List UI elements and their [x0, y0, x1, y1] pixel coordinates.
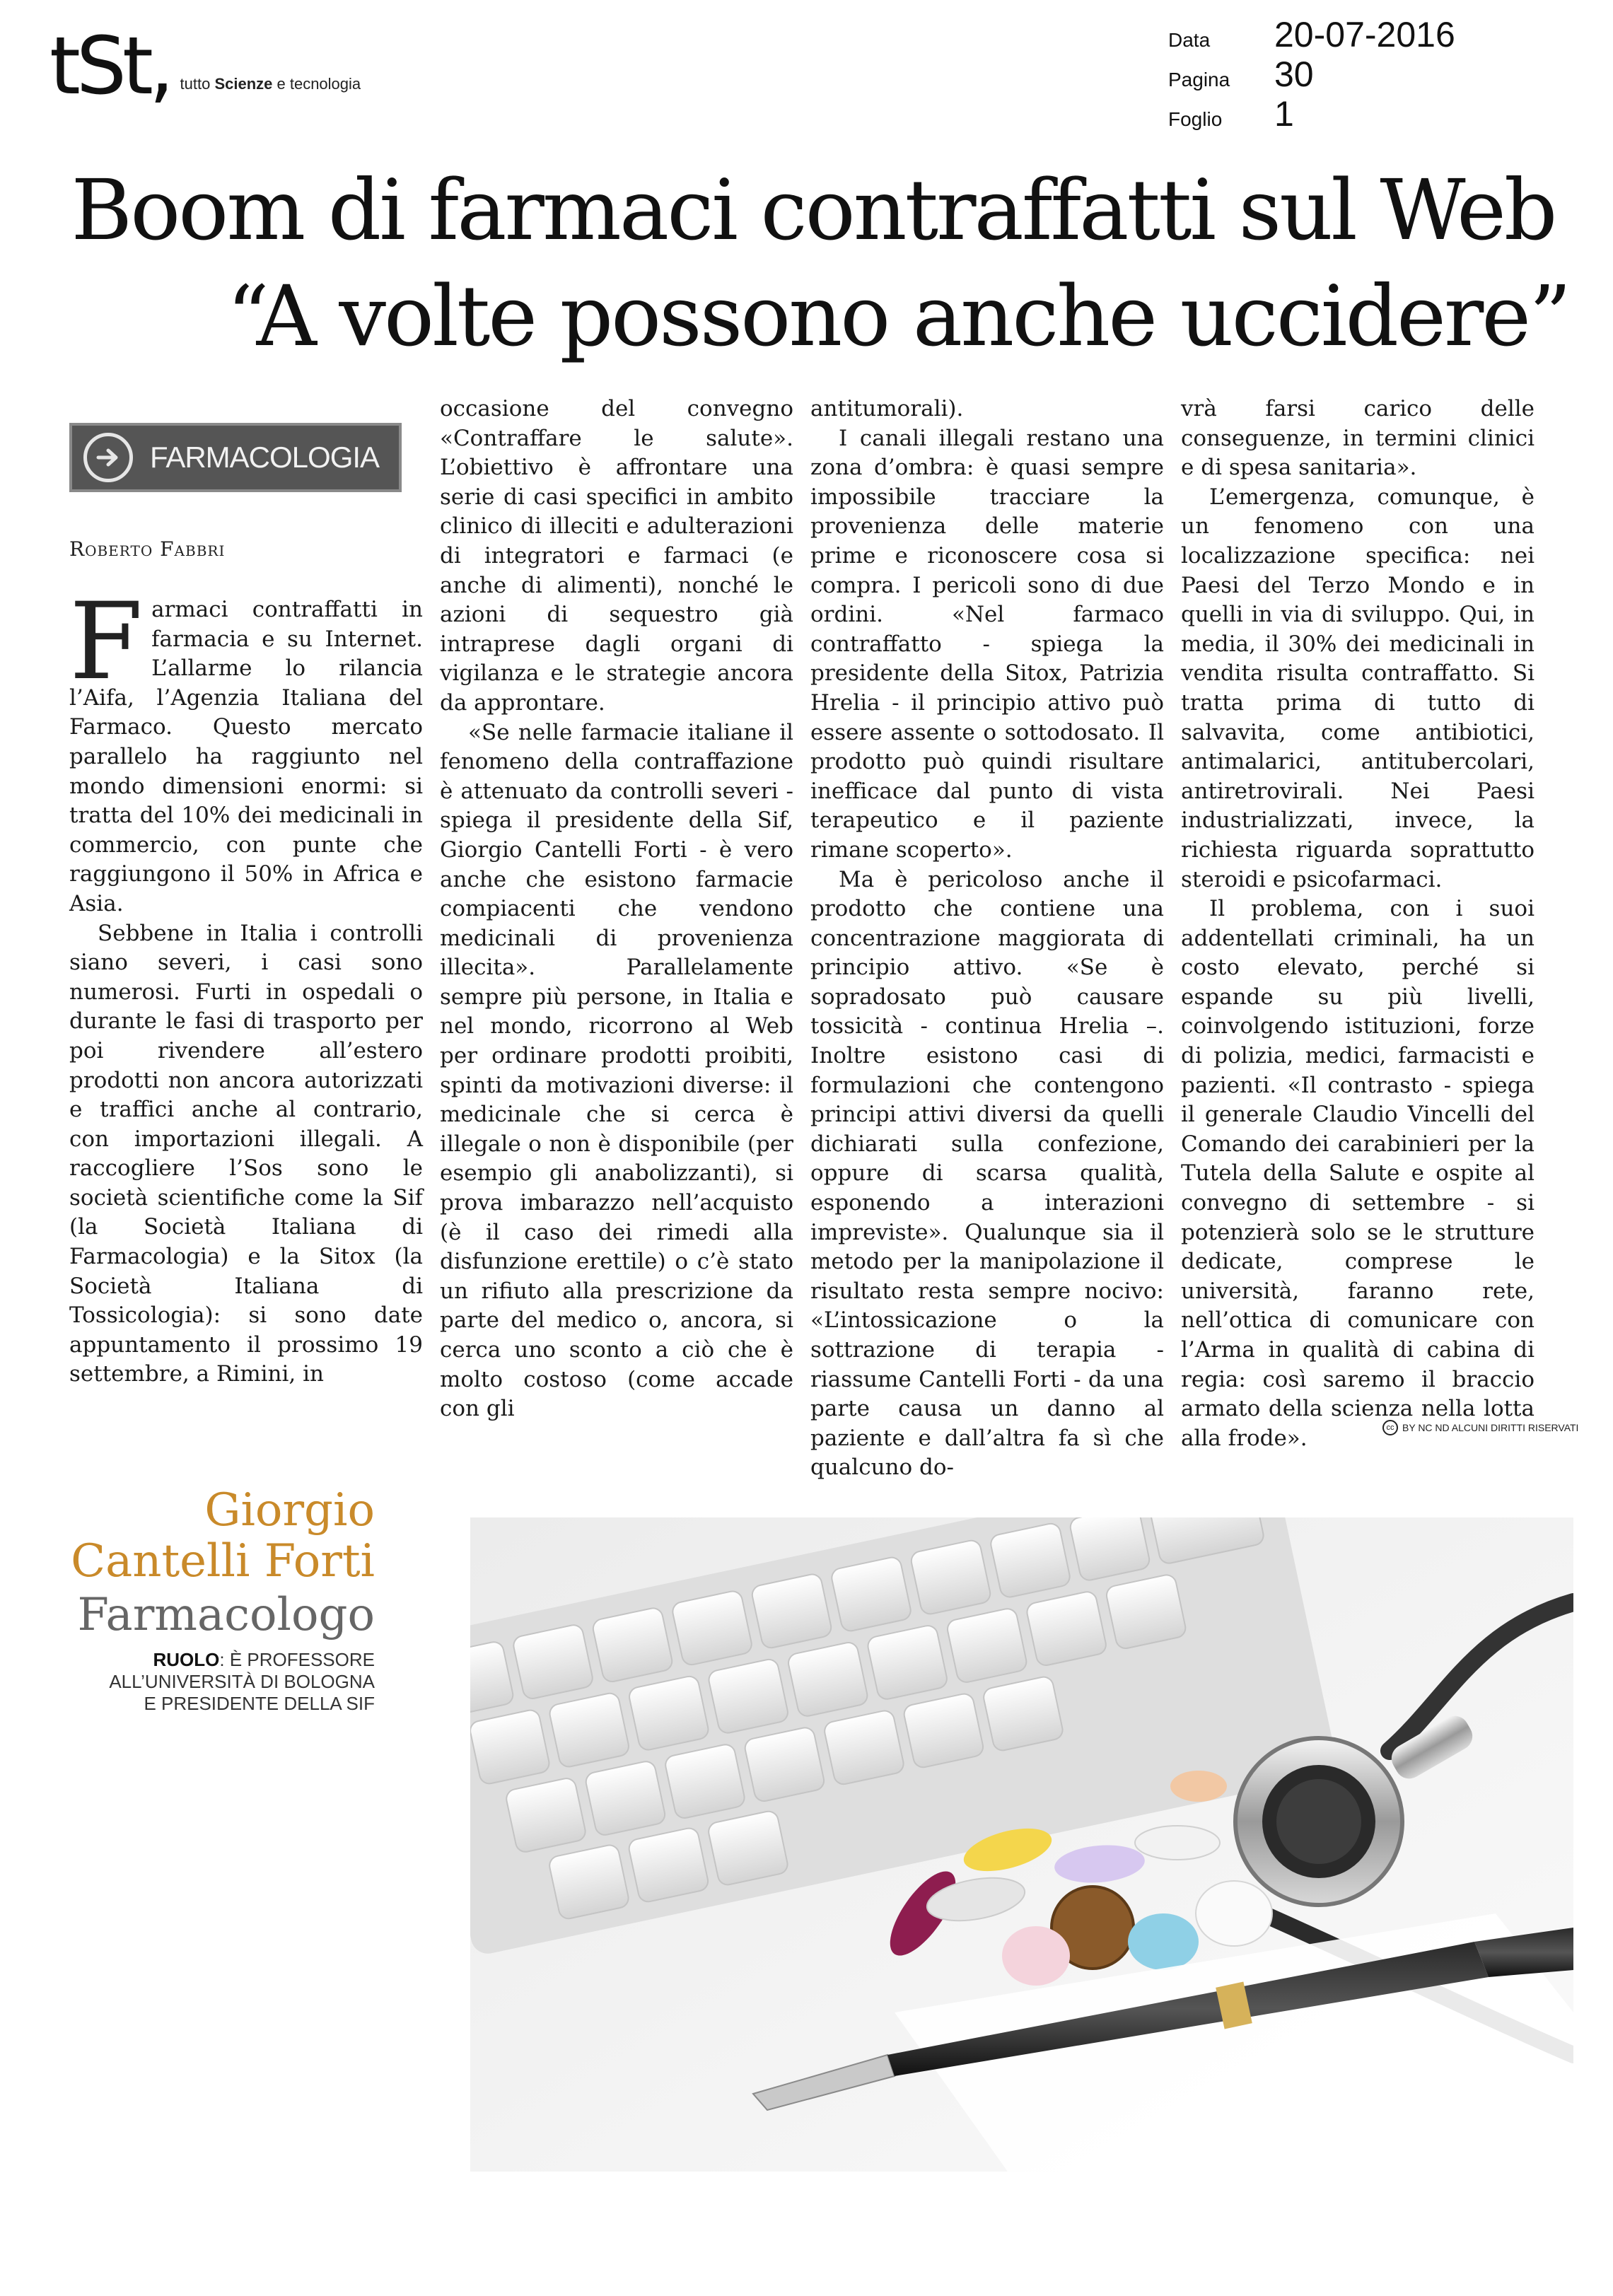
meta-value: 20-07-2016: [1274, 15, 1455, 54]
profile-desc-text: : È PROFESSORE: [219, 1649, 375, 1670]
headline: [42, 157, 1584, 369]
meta-date: [1168, 14, 1455, 54]
section-tag-label: FARMACOLOGIA: [150, 441, 380, 474]
profile-name-line-2: Cantelli Forti: [71, 1535, 375, 1587]
article-column-3: [810, 395, 1164, 1483]
meta-page: [1168, 54, 1455, 93]
paragraph: Il problema, con i suoi addentellati criminali, ha un costo elevato, perché si espande su più livelli, coinvolgendo istituzioni, forze di polizia, medici, farmacisti e pazienti. «Il contrasto - spiega il generale Claudio Vincelli del Comando dei carabinieri per la Tutela della Salute e ospite al convegno di settembre - si potenzierà solo se le strutture dedicate, comprese le università, faranno rete, nell’ottica di comunicare con l’Arma in qualità di cabina di regia: così saremo il braccio armato della scienza nella lotta alla frode».: [1181, 896, 1535, 1451]
paragraph: antitumorali).: [810, 396, 964, 421]
paragraph: occasione del convegno «Contraffare le salute». L’obiettivo è affrontare una serie di casi specifici in ambito clinico di illeciti e adulterazioni di integratori e farmaci (e anche di alimenti), nonché le azioni di sequestro già intraprese dagli organi di vigilanza e le strategie ancora da approntare.: [440, 396, 793, 716]
article-photo: [470, 1517, 1573, 2172]
article-column-1: [69, 581, 423, 1389]
paragraph: I canali illegali restano una zona d’ombra: è quasi sempre impossibile tracciare la provenienza delle materie prime e riconoscere cosa si compra. I pericoli sono di due ordini. «Nel farmaco contraffatto - spiega la presidente della Sitox, Patrizia Hrelia - il principio attivo può essere assente o sottodosato. Il prodotto può quindi risultare inefficace dal punto di vista terapeutico e il paziente rimane scoperto».: [810, 425, 1164, 863]
paragraph: vrà farsi carico delle conseguenze, in termini clinici e di spesa sanitaria».: [1181, 396, 1535, 481]
paragraph: Sebbene in Italia i controlli siano severi, i casi sono numerosi. Furti in ospedali o durante le fasi di trasporto per poi rivendere all’estero prodotti non ancora autorizzati e traffici anche al contrario, con importazioni illegali. A raccogliere l’Sos sono le società scientifiche come la Sif (la Società Italiana di Farmacologia) e la Sitox (la Società Italiana di Tossicologia): si sono date appuntamento il prossimo 19 settembre, a Rimini, in: [69, 920, 423, 1387]
creative-commons-icon: cc: [1382, 1420, 1398, 1435]
masthead-logo: [50, 21, 361, 112]
meta-label: Data: [1168, 29, 1211, 51]
meta-sheet: [1168, 93, 1455, 133]
page-meta: [1168, 14, 1455, 133]
profile-role: Farmacologo: [77, 1589, 375, 1641]
profile-desc-line-2: ALL’UNIVERSITÀ DI BOLOGNA: [109, 1671, 375, 1692]
article-column-4: [1181, 395, 1535, 1453]
headline-line-1: Boom di farmaci contraffatti sul Web: [71, 161, 1556, 259]
logo-subtitle: [180, 75, 361, 93]
meta-label: Pagina: [1168, 69, 1230, 91]
profile-desc-line-1: [42, 1649, 375, 1671]
keyboard-pills-stethoscope-pen-photo: [470, 1517, 1573, 2172]
byline: Roberto Fabbri: [69, 537, 226, 561]
section-tag: [69, 423, 402, 492]
paragraph: L’emergenza, comunque, è un fenomeno con una localizzazione specifica: nei Paesi del Terzo Mondo e in quelli in via di sviluppo. Qui, in media, il 30% dei medicinali in vendita risulta contraffatto. Si tratta prima di tutto di salvavita, come antibiotici, antimalarici, antitubercolari, antiretrovirali. Nei Paesi industrializzati, invece, la richiesta riguarda soprattutto steroidi e psicofarmaci.: [1181, 484, 1535, 892]
license-notice: [1382, 1420, 1578, 1435]
paragraph: Ma è pericoloso anche il prodotto che contiene una concentrazione maggiorata di principio attivo. «Se è sopradosato può causare tossicità - continua Hrelia –. Inoltre esistono casi di formulazioni che contengono principi attivi diversi da quelli dichiarati sulla confezione, oppure di scarsa qualità, esponendo a interazioni impreviste». Qualunque sia il metodo per la manipolazione il risultato resta sempre nocivo: «L’intossicazione o la sottrazione di terapia - riassume Cantelli Forti - da una parte causa un danno al paziente e dall’altra fa sì che qualcuno do-: [810, 866, 1164, 1481]
meta-value: 1: [1274, 94, 1294, 134]
profile-name-line-1: Giorgio: [204, 1484, 375, 1537]
drop-cap: F: [69, 581, 144, 704]
logo-mark: tSt,: [50, 21, 170, 112]
meta-value: 30: [1274, 54, 1314, 94]
profile-box: [42, 1485, 375, 1715]
paragraph-text: armaci contraffatti in farmacia e su Internet. L’allarme lo rilancia l’Aifa, l’Agenzia Italiana del Farmaco. Questo mercato parallelo ha raggiunto nel mondo dimensioni enormi: si tratta del 10% dei medicinali in commercio, con punte che raggiungono il 50% in Africa e Asia.: [69, 597, 423, 916]
license-text: BY NC ND ALCUNI DIRITTI RISERVATI: [1402, 1422, 1579, 1433]
logo-sub-suffix: e tecnologia: [272, 75, 361, 93]
paragraph: «Se nelle farmacie italiane il fenomeno della contraffazione è attenuato da controlli severi - spiega il presidente della Sif, Giorgio Cantelli Forti - è vero anche che esistono farmacie compiacenti che vendono medicinali di provenienza illecita». Parallelamente sempre più persone, in Italia e nel mondo, ricorrono al Web per ordinare prodotti proibiti, spinti da motivazioni diverse: il medicinale che si cerca è illegale o non è disponibile (per esempio gli anabolizzanti), si prova imbarazzo nell’acquisto (è il caso dei rimedi alla disfunzione erettile) o c’è stato un rifiuto alla prescrizione da parte del medico o, ancora, si cerca uno sconto a ciò che è molto costoso (come accade con gli: [440, 719, 793, 1422]
logo-sub-prefix: tutto: [180, 75, 215, 93]
article-column-2: [440, 395, 793, 1424]
profile-desc-label: RUOLO: [153, 1649, 220, 1670]
profile-desc-line-3: E PRESIDENTE DELLA SIF: [144, 1693, 375, 1714]
meta-label: Foglio: [1168, 108, 1223, 130]
profile-description: [42, 1649, 375, 1715]
logo-sub-bold: Scienze: [214, 75, 273, 93]
arrow-right-circle-icon: [83, 433, 133, 482]
headline-line-2: “A volte possono anche uccidere”: [226, 267, 1570, 365]
paragraph: [69, 581, 423, 919]
